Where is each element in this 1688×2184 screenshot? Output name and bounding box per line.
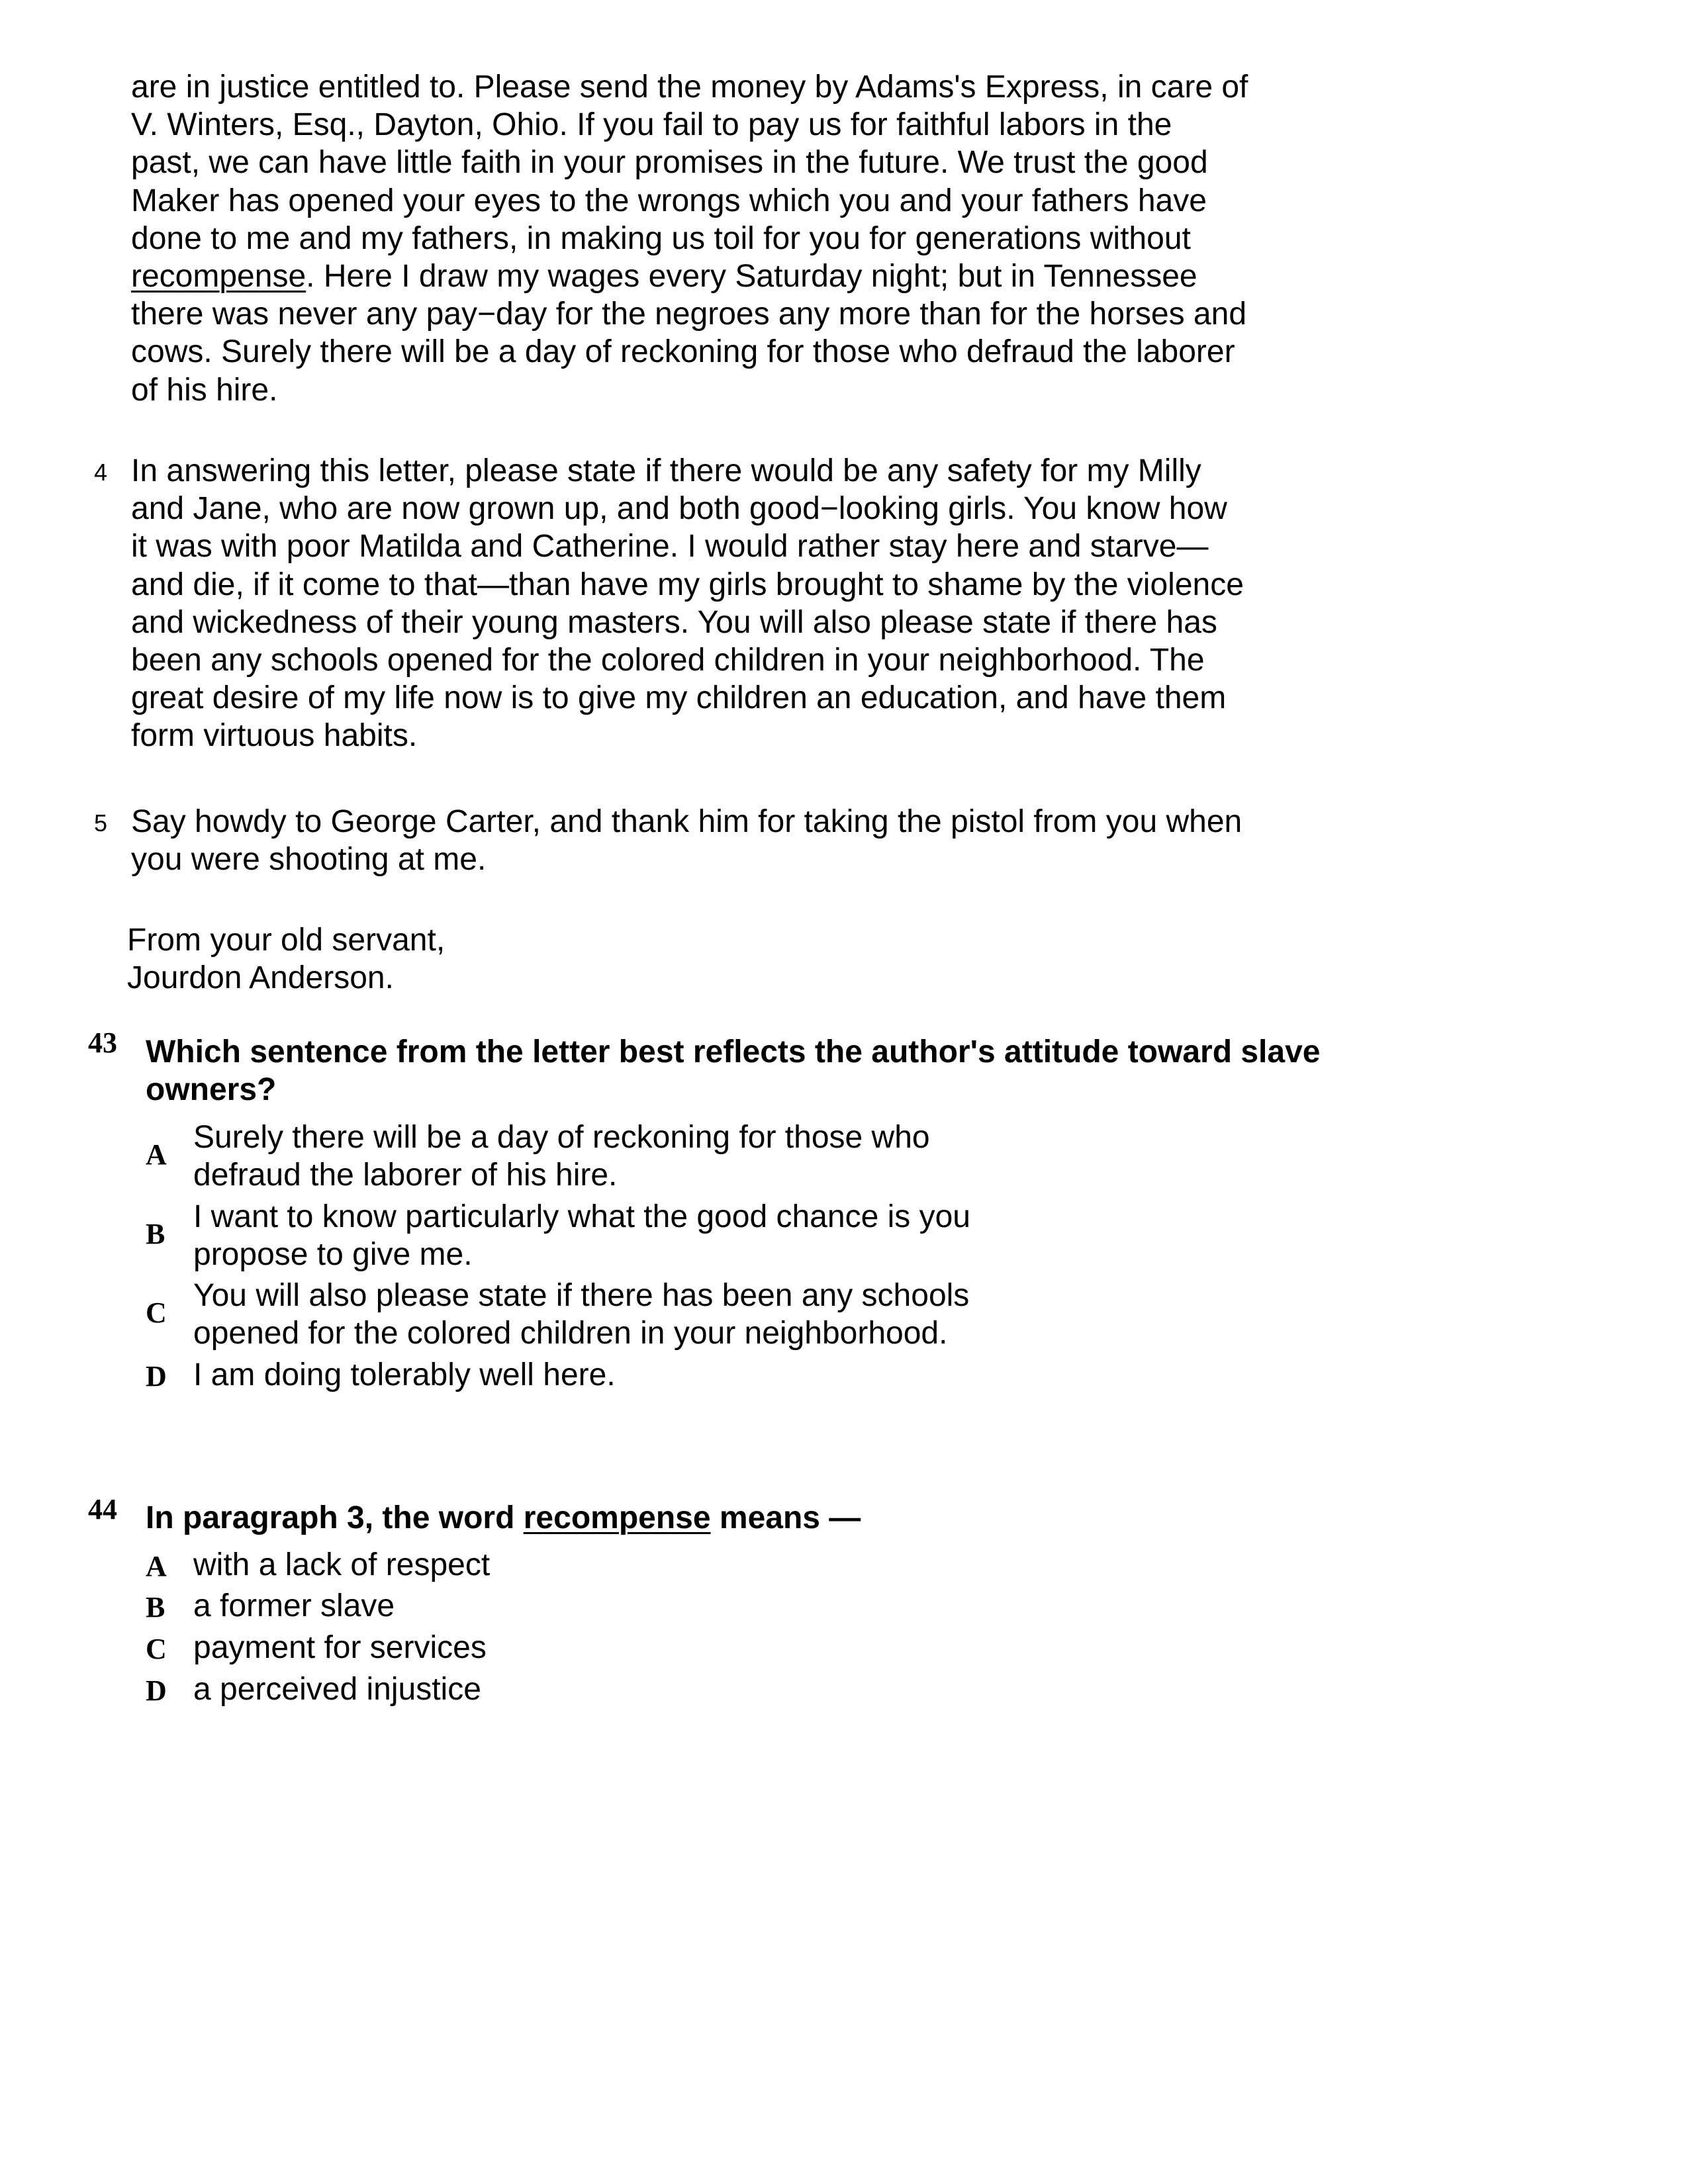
text-line: it was with poor Matilda and Catherine. I would rather stay here and starve— [131,529,1209,565]
paragraph-4 [131,452,1296,755]
text-line [131,257,1296,295]
option-letter: A [146,1138,167,1171]
option-letter: C [146,1633,167,1665]
paragraph-5 [131,803,1296,878]
text-line: form virtuous habits. [131,718,418,754]
paragraph-3 [131,68,1296,409]
text-line: you were shooting at me. [131,842,487,878]
letter-closing [127,921,445,997]
option-line: You will also please state if there has been any schools [193,1278,970,1313]
answer-option-d[interactable] [146,1670,1072,1708]
signature-line: Jourdon Anderson. [127,960,394,995]
underlined-word-recompense: recompense [131,259,306,295]
text-line: cows. Surely there will be a day of reckoning for those who defraud the laborer [131,334,1235,370]
answer-option-a[interactable] [146,1546,1072,1584]
option-line: opened for the colored children in your neighborhood. [193,1316,948,1351]
answer-option-c[interactable] [146,1277,1072,1352]
text-line: there was never any pay−day for the negroes any more than for the horses and [131,296,1247,332]
stem-line: Which sentence from the letter best reflects the author's attitude toward slave [146,1034,1321,1069]
option-line: I want to know particularly what the good chance is you [193,1199,970,1234]
text-span: . Here I draw my wages every Saturday night; but in Tennessee [306,259,1197,295]
question-stem [146,1499,1470,1537]
option-letter: D [146,1360,167,1392]
option-letter: A [146,1550,167,1582]
option-text [193,1356,1054,1394]
text-line: Say howdy to George Carter, and thank him for taking the pistol from you when [131,804,1243,839]
option-text [193,1118,1054,1194]
answer-option-b[interactable] [146,1198,1072,1273]
text-line: and Jane, who are now grown up, and both good−looking girls. You know how [131,491,1227,527]
question-number: 44 [88,1493,117,1525]
text-line: of his hire. [131,372,278,408]
text-line: V. Winters, Esq., Dayton, Ohio. If you fail to pay us for faithful labors in the [131,107,1172,143]
text-line: In answering this letter, please state if there would be any safety for my Milly [131,453,1201,488]
text-line: and die, if it come to that—than have my girls brought to shame by the violence [131,567,1244,602]
stem-text: means — [710,1500,861,1535]
option-text: payment for services [193,1630,487,1665]
answer-option-c[interactable] [146,1629,1072,1666]
answer-option-d[interactable] [146,1356,1072,1394]
paragraph-number: 5 [94,809,108,837]
option-letter: C [146,1297,167,1329]
text-line: done to me and my fathers, in making us toil for you for generations without [131,220,1191,256]
text-line: Maker has opened your eyes to the wrongs which you and your fathers have [131,183,1207,218]
paragraph-number: 4 [94,459,108,486]
option-text [193,1277,1054,1352]
underlined-word-recompense: recompense [523,1500,711,1535]
option-line: defraud the laborer of his hire. [193,1158,618,1193]
answer-option-a[interactable] [146,1118,1072,1194]
option-text: with a lack of respect [193,1547,491,1582]
closing-line: From your old servant, [127,923,445,958]
option-line: I am doing tolerably well here. [193,1357,616,1392]
stem-line: owners? [146,1072,277,1107]
question-stem [146,1033,1470,1109]
stem-text: In paragraph 3, the word [146,1500,524,1535]
option-text [193,1198,1054,1273]
option-line: Surely there will be a day of reckoning for those who [193,1120,930,1155]
option-letter: D [146,1674,167,1707]
text-line: great desire of my life now is to give my children an education, and have them [131,680,1227,716]
text-line: been any schools opened for the colored children in your neighborhood. The [131,643,1205,678]
option-text: a former slave [193,1588,395,1623]
answer-option-b[interactable] [146,1587,1072,1625]
option-text: a perceived injustice [193,1672,481,1707]
text-line: and wickedness of their young masters. You will also please state if there has [131,604,1217,640]
option-letter: B [146,1591,165,1623]
option-line: propose to give me. [193,1237,473,1272]
text-line: are in justice entitled to. Please send the money by Adams's Express, in care of [131,69,1248,105]
text-line: past, we can have little faith in your promises in the future. We trust the good [131,145,1208,181]
question-number: 43 [88,1026,117,1059]
option-letter: B [146,1218,165,1250]
